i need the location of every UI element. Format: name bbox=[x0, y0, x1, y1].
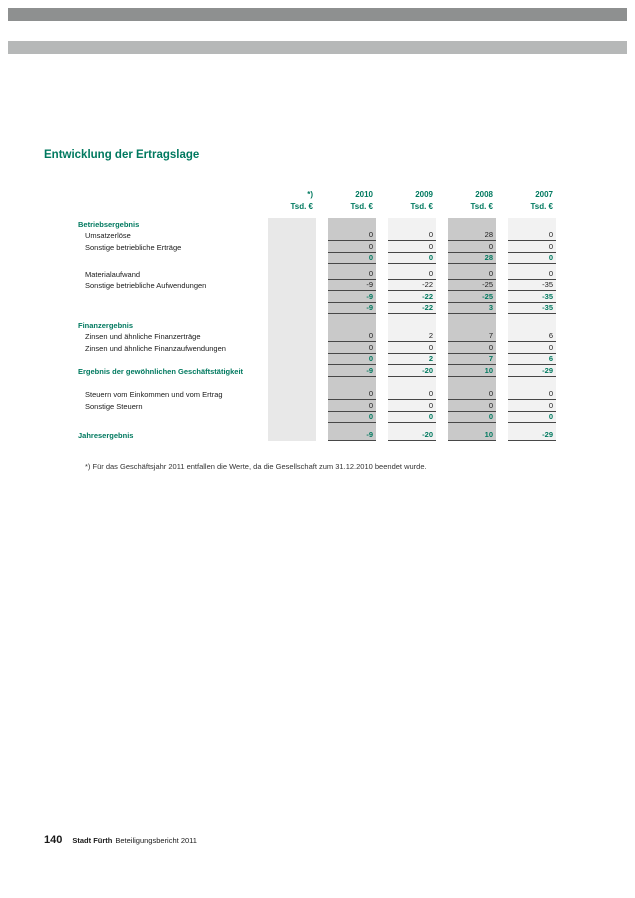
table-header-units bbox=[78, 200, 556, 212]
star-cell bbox=[268, 230, 316, 242]
value-cell: 0 bbox=[328, 241, 376, 253]
value-cell: -9 bbox=[328, 291, 376, 303]
total-row bbox=[78, 365, 556, 377]
star-cell bbox=[268, 354, 316, 366]
value-cell: 0 bbox=[448, 389, 496, 401]
value-cell: 10 bbox=[448, 365, 496, 377]
financial-table bbox=[78, 188, 556, 441]
col-header-unit: Tsd. € bbox=[350, 202, 373, 211]
page-title: Entwicklung der Ertragslage bbox=[44, 149, 200, 161]
row-label bbox=[78, 253, 268, 265]
band-cell bbox=[388, 377, 436, 389]
row-label: Sonstige betriebliche Erträge bbox=[85, 242, 182, 252]
star-cell bbox=[268, 412, 316, 424]
col-header-unit: Tsd. € bbox=[470, 202, 493, 211]
row-label: Ergebnis der gewöhnlichen Geschäftstätigkeit bbox=[78, 366, 244, 376]
value-cell: 0 bbox=[448, 342, 496, 354]
section-row bbox=[78, 319, 556, 331]
star-cell bbox=[268, 365, 316, 377]
value-cell: 0 bbox=[328, 331, 376, 343]
row-label: Materialaufwand bbox=[85, 269, 141, 279]
value-cell: 6 bbox=[508, 331, 556, 343]
value-cell: 10 bbox=[448, 429, 496, 441]
star-cell bbox=[268, 319, 316, 331]
value-cell: -20 bbox=[388, 365, 436, 377]
value-cell: -25 bbox=[448, 280, 496, 292]
data-row bbox=[78, 230, 556, 242]
row-label: Betriebsergebnis bbox=[78, 219, 140, 229]
value-cell: 0 bbox=[328, 253, 376, 265]
star-cell bbox=[268, 303, 316, 315]
col-header-year: 2010 bbox=[355, 190, 373, 199]
value-cell: 0 bbox=[508, 241, 556, 253]
value-cell: 0 bbox=[508, 389, 556, 401]
value-cell bbox=[328, 319, 376, 331]
col-header-year: 2008 bbox=[475, 190, 493, 199]
star-cell bbox=[268, 253, 316, 265]
band-cell bbox=[448, 377, 496, 389]
col-header-year: *) bbox=[307, 190, 313, 199]
star-cell bbox=[268, 331, 316, 343]
row-label: Sonstige Steuern bbox=[85, 401, 143, 411]
value-cell: -29 bbox=[508, 429, 556, 441]
star-cell bbox=[268, 291, 316, 303]
star-cell bbox=[268, 429, 316, 441]
value-cell: -9 bbox=[328, 365, 376, 377]
value-cell: 0 bbox=[328, 412, 376, 424]
row-label bbox=[78, 291, 268, 303]
data-row bbox=[78, 331, 556, 343]
footer-report-title: Beteiligungsbericht 2011 bbox=[115, 836, 197, 845]
value-cell: 0 bbox=[508, 412, 556, 424]
footer-publisher: Stadt Fürth bbox=[72, 836, 113, 845]
col-header-unit: Tsd. € bbox=[410, 202, 433, 211]
page-footer bbox=[44, 834, 197, 846]
total-row bbox=[78, 429, 556, 441]
star-cell bbox=[268, 268, 316, 280]
value-cell: 0 bbox=[328, 342, 376, 354]
value-cell: -25 bbox=[448, 291, 496, 303]
value-cell: 0 bbox=[328, 400, 376, 412]
row-label bbox=[78, 354, 268, 366]
row-label bbox=[78, 303, 268, 315]
subtotal-row bbox=[78, 412, 556, 424]
value-cell: -35 bbox=[508, 280, 556, 292]
value-cell: 0 bbox=[388, 241, 436, 253]
value-cell: 0 bbox=[508, 342, 556, 354]
value-cell: 0 bbox=[388, 400, 436, 412]
value-cell: 0 bbox=[508, 268, 556, 280]
value-cell: -35 bbox=[508, 303, 556, 315]
star-cell bbox=[268, 389, 316, 401]
value-cell: 0 bbox=[328, 230, 376, 242]
value-cell: 0 bbox=[508, 253, 556, 265]
value-cell: 0 bbox=[508, 400, 556, 412]
row-label: Zinsen und ähnliche Finanzaufwendungen bbox=[85, 343, 226, 353]
col-header-year: 2007 bbox=[535, 190, 553, 199]
subtotal-row bbox=[78, 303, 556, 315]
value-cell: 2 bbox=[388, 331, 436, 343]
value-cell: 0 bbox=[388, 412, 436, 424]
row-label: Finanzergebnis bbox=[78, 320, 134, 330]
value-cell: 7 bbox=[448, 331, 496, 343]
value-cell: -9 bbox=[328, 303, 376, 315]
star-cell bbox=[268, 241, 316, 253]
page-number: 140 bbox=[44, 834, 63, 846]
value-cell: 0 bbox=[388, 389, 436, 401]
value-cell bbox=[448, 218, 496, 230]
value-cell: -9 bbox=[328, 429, 376, 441]
value-cell bbox=[448, 319, 496, 331]
top-bar-light bbox=[8, 41, 627, 54]
value-cell: 0 bbox=[448, 268, 496, 280]
footnote: *) Für das Geschäftsjahr 2011 entfallen die Werte, da die Gesellschaft zum 31.12.2010 beendet wurde. bbox=[85, 462, 427, 471]
value-cell: -29 bbox=[508, 365, 556, 377]
value-cell: 0 bbox=[328, 268, 376, 280]
value-cell: 6 bbox=[508, 354, 556, 366]
row-label: Jahresergebnis bbox=[78, 430, 134, 440]
value-cell bbox=[388, 218, 436, 230]
header-label-spacer bbox=[78, 188, 268, 200]
data-row bbox=[78, 342, 556, 354]
row-label: Umsatzerlöse bbox=[85, 231, 131, 240]
col-header-unit: Tsd. € bbox=[290, 202, 313, 211]
section-row bbox=[78, 218, 556, 230]
value-cell: 28 bbox=[448, 253, 496, 265]
value-cell: -9 bbox=[328, 280, 376, 292]
value-cell: -35 bbox=[508, 291, 556, 303]
value-cell: -20 bbox=[388, 429, 436, 441]
data-row bbox=[78, 268, 556, 280]
value-cell: -22 bbox=[388, 280, 436, 292]
value-cell: 0 bbox=[328, 354, 376, 366]
value-cell: 0 bbox=[448, 400, 496, 412]
star-cell bbox=[268, 218, 316, 230]
row-label: Zinsen und ähnliche Finanzerträge bbox=[85, 332, 201, 341]
subtotal-row bbox=[78, 253, 556, 265]
value-cell: 0 bbox=[448, 241, 496, 253]
value-cell: 0 bbox=[328, 389, 376, 401]
band-cell bbox=[328, 377, 376, 389]
header-label-spacer bbox=[78, 200, 268, 212]
value-cell bbox=[508, 319, 556, 331]
data-row bbox=[78, 241, 556, 253]
row-label: Sonstige betriebliche Aufwendungen bbox=[85, 281, 207, 290]
value-cell bbox=[508, 218, 556, 230]
star-cell bbox=[268, 342, 316, 354]
row-label bbox=[78, 377, 268, 389]
value-cell: 3 bbox=[448, 303, 496, 315]
value-cell: 0 bbox=[388, 268, 436, 280]
row-label bbox=[78, 412, 268, 424]
star-cell bbox=[268, 280, 316, 292]
star-cell bbox=[268, 400, 316, 412]
spacer-row bbox=[78, 377, 556, 389]
value-cell: -22 bbox=[388, 303, 436, 315]
data-row bbox=[78, 389, 556, 401]
table-header-years bbox=[78, 188, 556, 200]
col-header-unit: Tsd. € bbox=[530, 202, 553, 211]
value-cell: 0 bbox=[388, 230, 436, 242]
value-cell: 28 bbox=[448, 230, 496, 242]
data-row bbox=[78, 400, 556, 412]
band-cell bbox=[268, 377, 316, 389]
value-cell: 0 bbox=[508, 230, 556, 242]
row-label: Steuern vom Einkommen und vom Ertrag bbox=[85, 390, 223, 399]
subtotal-row bbox=[78, 291, 556, 303]
value-cell bbox=[388, 319, 436, 331]
value-cell: -22 bbox=[388, 291, 436, 303]
value-cell bbox=[328, 218, 376, 230]
col-header-year: 2009 bbox=[415, 190, 433, 199]
top-bar-dark bbox=[8, 8, 627, 21]
value-cell: 0 bbox=[388, 253, 436, 265]
value-cell: 0 bbox=[448, 412, 496, 424]
value-cell: 2 bbox=[388, 354, 436, 366]
subtotal-row bbox=[78, 354, 556, 366]
value-cell: 0 bbox=[388, 342, 436, 354]
data-row bbox=[78, 280, 556, 292]
value-cell: 7 bbox=[448, 354, 496, 366]
band-cell bbox=[508, 377, 556, 389]
